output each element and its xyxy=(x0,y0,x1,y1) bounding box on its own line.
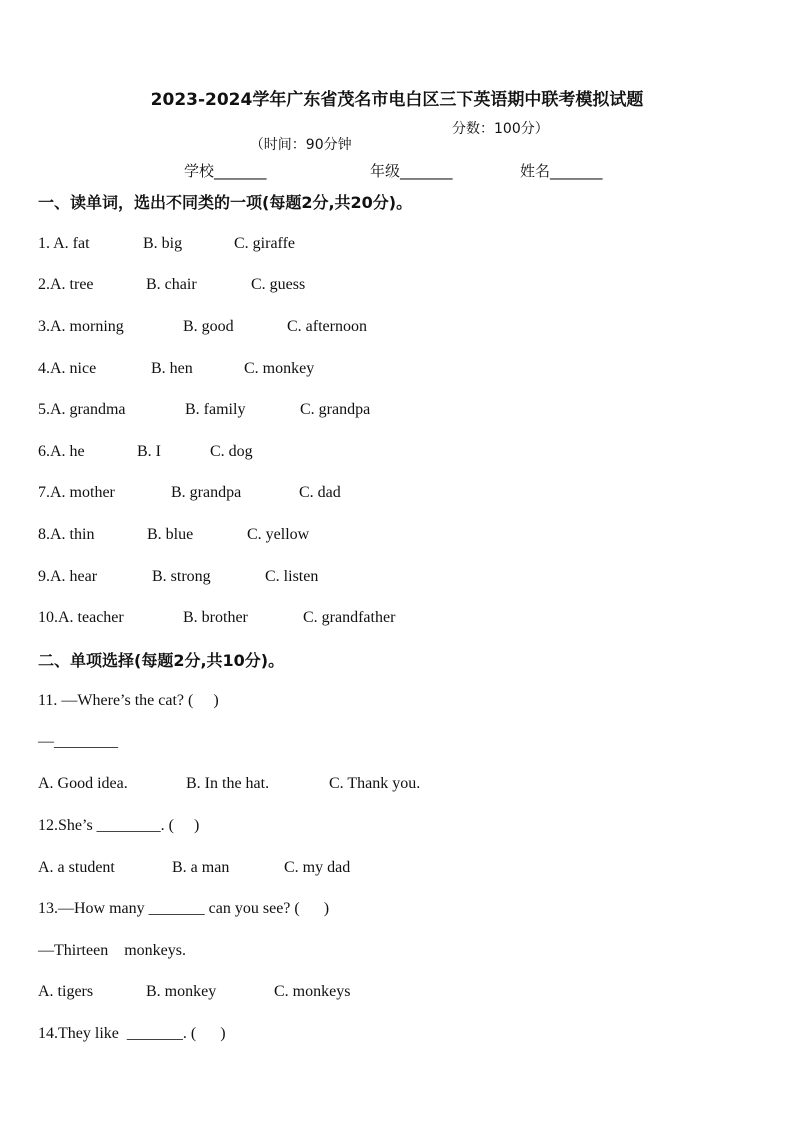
option-a: 2.A. tree xyxy=(38,276,94,293)
question-row xyxy=(38,857,351,879)
option-c: C. listen xyxy=(265,568,319,585)
option-c: C. giraffe xyxy=(234,235,296,252)
option-a: 1. A. fat xyxy=(38,235,90,252)
question-row xyxy=(38,399,371,421)
option-b: B. In the hat. xyxy=(186,775,270,792)
option-c: C. guess xyxy=(251,276,306,293)
question-row xyxy=(38,524,310,546)
question-text: 11. —Where’s the cat? ( ) xyxy=(38,692,219,709)
question-row xyxy=(38,316,367,338)
name-field: 姓名_______ xyxy=(520,162,603,180)
exam-score: 分数：100分） xyxy=(452,121,549,137)
option-a: 7.A. mother xyxy=(38,484,115,501)
answer-line xyxy=(38,731,118,753)
option-b: B. brother xyxy=(183,609,248,626)
option-b: B. a man xyxy=(172,859,230,876)
option-a: 4.A. nice xyxy=(38,360,97,377)
option-b: B. strong xyxy=(152,568,211,585)
option-a: 3.A. morning xyxy=(38,318,124,335)
option-c: C. monkey xyxy=(244,360,315,377)
question-stem xyxy=(38,898,330,920)
option-b: B. grandpa xyxy=(171,484,242,501)
question-text: 14.They like _______. ( ) xyxy=(38,1025,226,1042)
option-c: C. my dad xyxy=(284,859,351,876)
option-c: C. grandpa xyxy=(300,401,371,418)
question-row xyxy=(38,274,306,296)
question-row xyxy=(38,981,351,1003)
option-b: B. good xyxy=(183,318,234,335)
answer-blank: —________ xyxy=(38,733,118,750)
exam-time: （时间：90分钟 xyxy=(249,137,352,153)
option-a: 8.A. thin xyxy=(38,526,95,543)
question-row xyxy=(38,441,253,463)
section1-heading: 一、读单词，选出不同类的一项(每题2分,共20分)。 xyxy=(38,193,413,212)
question-row xyxy=(38,566,319,588)
section2-heading: 二、单项选择(每题2分,共10分)。 xyxy=(38,651,285,670)
option-b: B. family xyxy=(185,401,246,418)
question-stem xyxy=(38,690,219,712)
school-field: 学校_______ xyxy=(184,162,267,180)
option-b: B. blue xyxy=(147,526,194,543)
grade-field: 年级_______ xyxy=(370,162,453,180)
question-row xyxy=(38,233,296,255)
option-c: C. yellow xyxy=(247,526,310,543)
option-b: B. hen xyxy=(151,360,193,377)
option-a: 10.A. teacher xyxy=(38,609,124,626)
option-a: 9.A. hear xyxy=(38,568,98,585)
question-row xyxy=(38,607,396,629)
answer-line xyxy=(38,940,186,962)
exam-title: 2023-2024学年广东省茂名市电白区三下英语期中联考模拟试题 xyxy=(150,90,644,110)
question-row xyxy=(38,482,341,504)
question-row xyxy=(38,358,315,380)
option-b: B. I xyxy=(137,443,161,460)
option-a: A. tigers xyxy=(38,983,94,1000)
option-c: C. dad xyxy=(299,484,341,501)
option-a: A. a student xyxy=(38,859,115,876)
option-b: B. big xyxy=(143,235,183,252)
option-c: C. Thank you. xyxy=(329,775,421,792)
option-b: B. monkey xyxy=(146,983,217,1000)
option-b: B. chair xyxy=(146,276,197,293)
question-row xyxy=(38,773,421,795)
option-c: C. monkeys xyxy=(274,983,351,1000)
option-c: C. dog xyxy=(210,443,253,460)
option-a: 5.A. grandma xyxy=(38,401,126,418)
question-text: 13.—How many _______ can you see? ( ) xyxy=(38,900,330,917)
option-c: C. grandfather xyxy=(303,609,396,626)
option-c: C. afternoon xyxy=(287,318,367,335)
option-a: A. Good idea. xyxy=(38,775,128,792)
question-text: 12.She’s ________. ( ) xyxy=(38,817,200,834)
question-stem xyxy=(38,1023,226,1045)
option-a: 6.A. he xyxy=(38,443,85,460)
question-stem xyxy=(38,815,200,837)
answer-text: —Thirteen monkeys. xyxy=(38,942,186,959)
